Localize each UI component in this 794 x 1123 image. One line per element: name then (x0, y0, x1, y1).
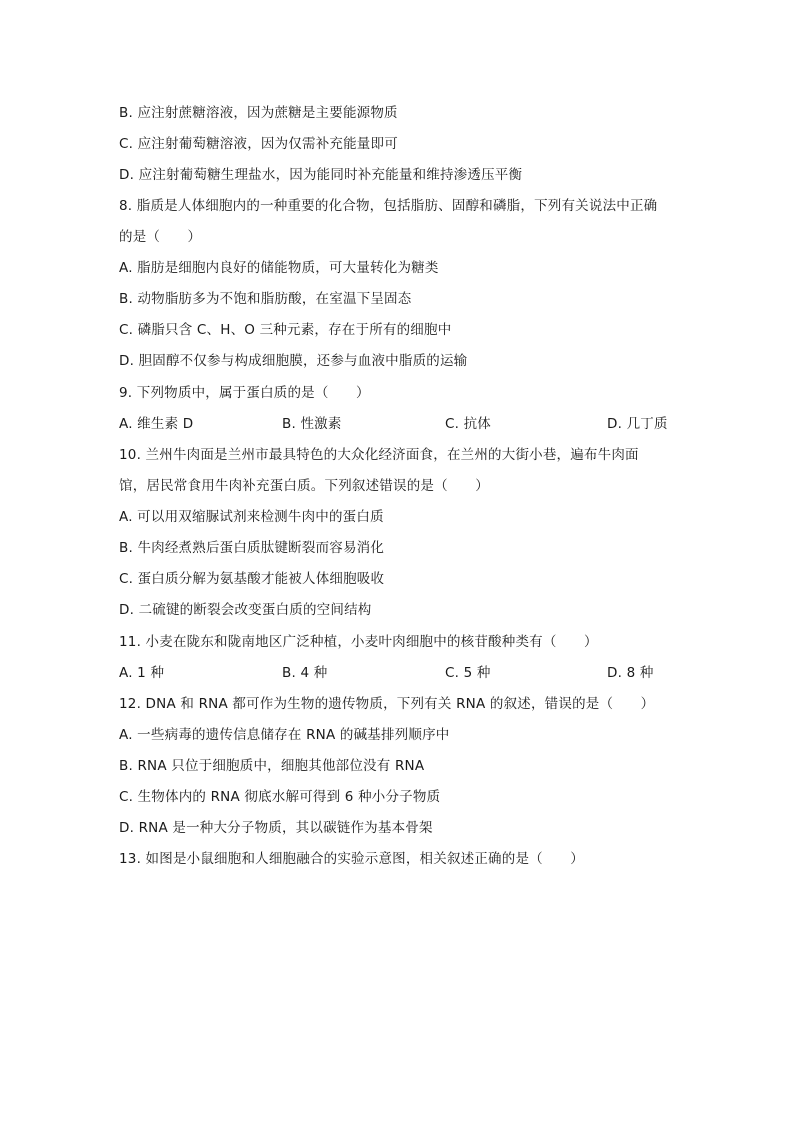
q11-option-a: A. 1 种 (119, 665, 165, 681)
q9-option-b: B. 性激素 (282, 416, 342, 432)
q11-option-d: D. 8 种 (607, 665, 654, 681)
q11-option-c: C. 5 种 (445, 665, 491, 681)
q11-stem: 11. 小麦在陇东和陇南地区广泛种植，小麦叶肉细胞中的核苷酸种类有（ ） (119, 634, 598, 650)
q8-option-d: D. 胆固醇不仅参与构成细胞膜，还参与血液中脂质的运输 (119, 353, 468, 369)
q13-stem: 13. 如图是小鼠细胞和人细胞融合的实验示意图，相关叙述正确的是（ ） (119, 851, 584, 867)
q9-option-c: C. 抗体 (445, 416, 492, 432)
q10-option-b: B. 牛肉经煮熟后蛋白质肽键断裂而容易消化 (119, 540, 385, 556)
q7-option-c: C. 应注射葡萄糖溶液，因为仅需补充能量即可 (119, 136, 398, 152)
q9-option-a: A. 维生素 D (119, 416, 194, 432)
q7-option-b: B. 应注射蔗糖溶液，因为蔗糖是主要能源物质 (119, 105, 398, 121)
q9-stem: 9. 下列物质中，属于蛋白质的是（ ） (119, 385, 370, 401)
q10-option-d: D. 二硫键的断裂会改变蛋白质的空间结构 (119, 602, 372, 618)
q8-stem-line-1: 8. 脂质是人体细胞内的一种重要的化合物，包括脂肪、固醇和磷脂，下列有关说法中正确 (119, 198, 658, 214)
q10-stem-line-2: 馆，居民常食用牛肉补充蛋白质。下列叙述错误的是（ ） (119, 478, 489, 494)
q10-stem-line-1: 10. 兰州牛肉面是兰州市最具特色的大众化经济面食，在兰州的大街小巷，遍布牛肉面 (119, 447, 639, 463)
q12-option-c: C. 生物体内的 RNA 彻底水解可得到 6 种小分子物质 (119, 789, 441, 805)
q10-option-a: A. 可以用双缩脲试剂来检测牛肉中的蛋白质 (119, 509, 384, 525)
q8-option-b: B. 动物脂肪多为不饱和脂肪酸，在室温下呈固态 (119, 291, 412, 307)
q8-stem-line-2: 的是（ ） (119, 229, 202, 245)
q12-option-a: A. 一些病毒的遗传信息储存在 RNA 的碱基排列顺序中 (119, 727, 450, 743)
q12-stem: 12. DNA 和 RNA 都可作为生物的遗传物质，下列有关 RNA 的叙述，错误的是（ ） (119, 696, 655, 712)
q7-option-d: D. 应注射葡萄糖生理盐水，因为能同时补充能量和维持渗透压平衡 (119, 167, 523, 183)
q12-option-d: D. RNA 是一种大分子物质，其以碳链作为基本骨架 (119, 820, 433, 836)
q12-option-b: B. RNA 只位于细胞质中，细胞其他部位没有 RNA (119, 758, 425, 774)
q10-option-c: C. 蛋白质分解为氨基酸才能被人体细胞吸收 (119, 571, 385, 587)
q8-option-c: C. 磷脂只含 C、H、O 三种元素，存在于所有的细胞中 (119, 322, 452, 338)
q8-option-a: A. 脂肪是细胞内良好的储能物质，可大量转化为糖类 (119, 260, 439, 276)
q11-option-b: B. 4 种 (282, 665, 328, 681)
q9-option-d: D. 几丁质 (607, 416, 668, 432)
